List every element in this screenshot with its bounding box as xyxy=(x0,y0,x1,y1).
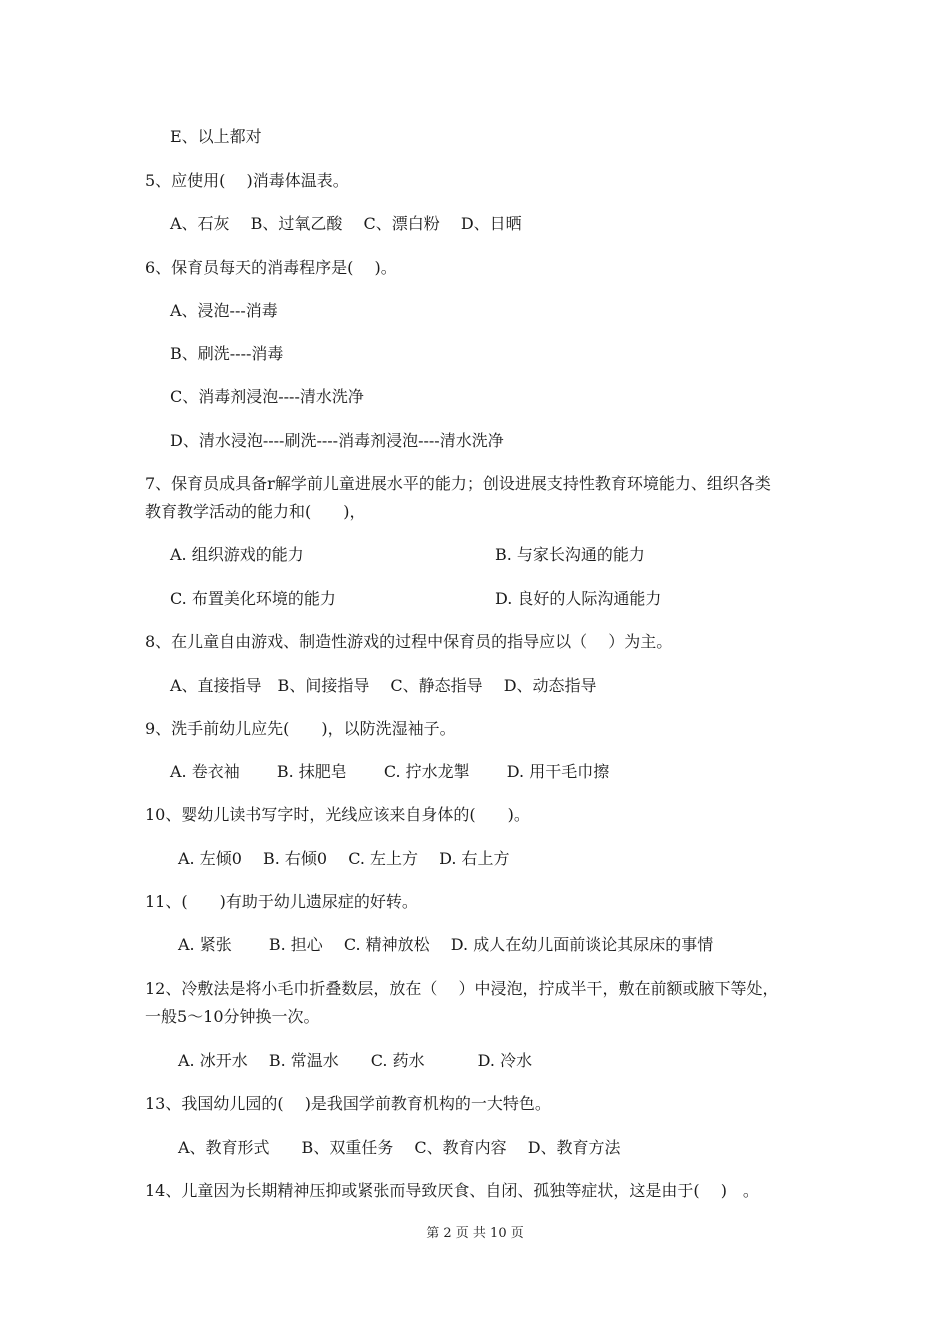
question-9: 9、洗手前幼儿应先( )，以防洗湿袖子。 xyxy=(145,719,456,738)
question-11-options: A. 紧张 B. 担心 C. 精神放松 D. 成人在幼儿面前谈论其尿床的事情 xyxy=(178,935,714,954)
question-7-line-1: 7、保育员成具备r解学前儿童进展水平的能力；创设进展支持性教育环境能力、组织各类 xyxy=(145,474,771,493)
question-7-option-a: A. 组织游戏的能力 xyxy=(170,545,304,564)
question-13-options: A、教育形式 B、双重任务 C、教育内容 D、教育方法 xyxy=(178,1138,621,1157)
question-8-options: A、直接指导 B、间接指导 C、静态指导 D、动态指导 xyxy=(170,676,597,695)
question-6-option-d: D、清水浸泡----刷洗----消毒剂浸泡----清水洗净 xyxy=(170,431,504,450)
question-10-options: A. 左倾0 B. 右倾0 C. 左上方 D. 右上方 xyxy=(178,849,510,868)
q4-option-e: E、以上都对 xyxy=(170,127,262,146)
question-14: 14、儿童因为长期精神压抑或紧张而导致厌食、自闭、孤独等症状，这是由于( ) 。 xyxy=(145,1181,759,1200)
question-7-option-b: B. 与家长沟通的能力 xyxy=(495,545,645,564)
question-13: 13、我国幼儿园的( )是我国学前教育机构的一大特色。 xyxy=(145,1094,551,1113)
question-7-option-d: D. 良好的人际沟通能力 xyxy=(495,589,662,608)
question-6: 6、保育员每天的消毒程序是( )。 xyxy=(145,258,397,277)
question-12-line-1: 12、冷敷法是将小毛巾折叠数层，放在（ ）中浸泡，拧成半干，敷在前额或腋下等处， xyxy=(145,979,779,998)
question-7-option-c: C. 布置美化环境的能力 xyxy=(170,589,336,608)
page-footer: 第 2 页 共 10 页 xyxy=(426,1226,524,1241)
question-12-options: A. 冰开水 B. 常温水 C. 药水 D. 冷水 xyxy=(178,1051,533,1070)
question-8: 8、在儿童自由游戏、制造性游戏的过程中保育员的指导应以（ ）为主。 xyxy=(145,632,673,651)
question-9-options: A. 卷衣袖 B. 抹肥皂 C. 拧水龙掣 D. 用干毛巾擦 xyxy=(170,762,610,781)
question-6-option-c: C、消毒剂浸泡----清水洗净 xyxy=(170,387,364,406)
question-6-option-b: B、刷洗----消毒 xyxy=(170,344,284,363)
question-5-options: A、石灰 B、过氧乙酸 C、漂白粉 D、日晒 xyxy=(170,214,522,233)
question-10: 10、婴幼儿读书写字时，光线应该来自身体的( )。 xyxy=(145,805,530,824)
question-7-line-2: 教育教学活动的能力和( )， xyxy=(145,502,366,521)
question-12-line-2: 一般5～10分钟换一次。 xyxy=(145,1007,320,1026)
question-5: 5、应使用( )消毒体温表。 xyxy=(145,171,349,190)
question-6-option-a: A、浸泡---消毒 xyxy=(170,301,278,320)
question-11: 11、( )有助于幼儿遗尿症的好转。 xyxy=(145,892,418,911)
